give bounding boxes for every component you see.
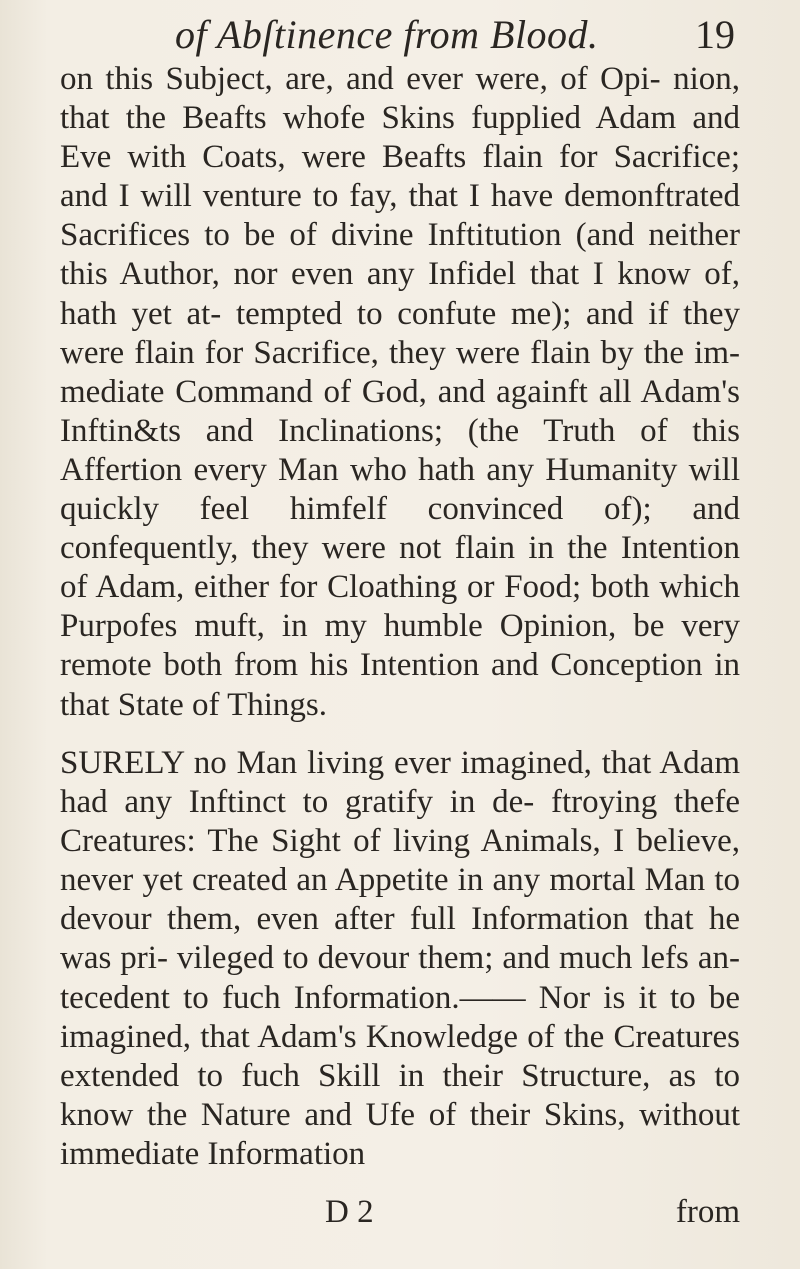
running-title: of Abſtinence from Blood. <box>175 12 599 57</box>
paragraph-1: on this Subject, are, and ever were, of Opi- nion, that the Beafts whofe Skins fupplied Adam and Eve with Coats, were Beafts flain for Sacrifice; and I will venture to fay, that I have demonftrated Sacrifices to be of divine Inftitution (and neither this Author, nor even any Infidel that I know of, hath yet at- tempted to confute me); and if they were flain for Sacrifice, they were flain by the im- mediate Command of God, and againft all Adam's Inftin&ts and Inclinations; (the Truth of this Affertion every Man who hath any Humanity will quickly feel himfelf convinced of); and confequently, they were not flain in the Intention of Adam, either for Cloathing or Food; both which Purpofes muft, in my humble Opinion, be very remote both from his Intention and Conception in that State of Things. <box>60 61 749 723</box>
page-footer <box>60 1192 740 1232</box>
page-number: 19 <box>695 12 735 57</box>
paragraph-2: SURELY no Man living ever imagined, that Adam had any Inftinct to gratify in de- ftroying thefe Creatures: The Sight of living Animals, I believe, never yet created an Appetite in any mortal Man to devour them, even after full Information that he was pri- vileged to devour them; and much lefs an- tecedent to fuch Information.—— Nor is it to be imagined, that Adam's Knowledge of the Creatures extended to fuch Skill in their Structure, as to know the Nature and Ufe of their Skins, without immediate Information <box>60 745 749 1172</box>
signature-mark: D 2 <box>325 1194 374 1230</box>
catchword: from <box>675 1194 740 1230</box>
running-header <box>175 10 735 60</box>
